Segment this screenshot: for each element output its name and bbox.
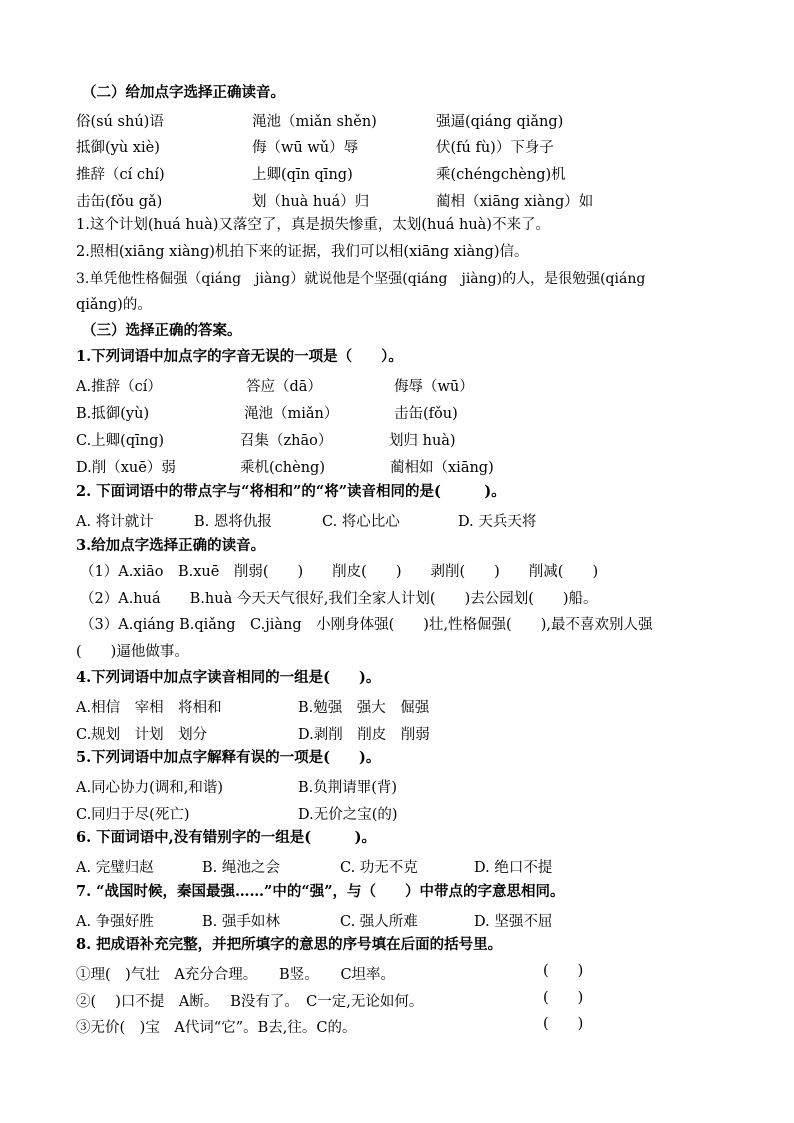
q1-stem: 1.下列词语中加点字的字音无误的一项是（ ）。 (76, 348, 403, 365)
q3-line-3a: （3）A.qiáng B.qiǎng C.jiàng 小刚身体强( )壮,性格倔强( ),最不喜欢别人强 (80, 617, 653, 633)
q8-stem: 8. 把成语补充完整，并把所填字的意思的序号填在后面的括号里。 (76, 936, 503, 953)
q6-stem: 6. 下面词语中,没有错别字的一组是( )。 (76, 829, 376, 846)
idiom-item: ③无价( )宝 A代词“它”。B去,往。C的。 (76, 1020, 357, 1036)
option-word: 渑池（miǎn） (244, 406, 339, 422)
option-word: 蔺相如（xiāng) (390, 460, 494, 476)
idiom-item: ②( )口不提 A断。 B没有了。 C一定,无论如何。 (76, 994, 424, 1010)
word-item: 渑池（miǎn shěn) (252, 114, 377, 130)
word-item: 抵御(yù xiè) (76, 140, 160, 156)
q3-line-2: （2）A.huá B.huà 今天天气很好,我们全家人计划( )去公园划( )船。 (80, 591, 598, 607)
section2-heading: （二）给加点字选择正确读音。 (82, 84, 285, 101)
option-word: 乘机(chèng) (240, 460, 325, 476)
sentence-3a: 3.单凭他性格倔强（qiáng jiàng）就说他是个坚强(qiáng jiàng)的人，是很勉强(qiáng (76, 271, 646, 287)
q3-line-3b: ( )逼他做事。 (76, 644, 189, 660)
section3-heading: （三）选择正确的答案。 (82, 322, 242, 339)
answer-bracket: ( ) (543, 1016, 584, 1032)
option-word: 侮辱（wū） (394, 379, 474, 395)
q2-stem: 2. 下面词语中的带点字与“将相和”的“将”读音相同的是( )。 (76, 483, 506, 500)
option-c: C. 强人所难 (340, 914, 418, 930)
option-d: D.无价之宝(的) (298, 807, 398, 823)
idiom-item: ①理( )气壮 A充分合理。 B竖。 C坦率。 (76, 967, 396, 983)
option-c: C. 功无不克 (340, 860, 418, 876)
option-word: 答应（dā） (246, 379, 322, 395)
option-b: B.抵御(yù) (76, 406, 150, 422)
q5-stem: 5.下列词语中加点字解释有误的一项是( )。 (76, 749, 381, 766)
option-b: B.勉强 强大 倔强 (298, 700, 430, 716)
option-b: B.负荆请罪(背) (298, 780, 398, 796)
word-item: 划（huà huá）归 (252, 194, 370, 210)
option-word: 召集（zhāo） (240, 433, 333, 449)
q3-stem: 3.给加点字选择正确的读音。 (76, 537, 266, 554)
q4-stem: 4.下列词语中加点字读音相同的一组是( )。 (76, 669, 381, 686)
option-a: A. 争强好胜 (76, 914, 154, 930)
option-a: A.同心协力(调和,和谐) (76, 780, 224, 796)
option-d: D.削（xuē）弱 (76, 460, 176, 476)
option-d: D. 天兵天将 (458, 514, 537, 530)
answer-bracket: ( ) (543, 963, 584, 979)
option-d: D. 坚强不屈 (474, 914, 553, 930)
option-b: B. 强手如林 (202, 914, 280, 930)
option-c: C.同归于尽(死亡) (76, 807, 190, 823)
word-item: 上卿(qīn qīng) (252, 167, 353, 183)
word-item: 俗(sú shú)语 (76, 114, 164, 130)
answer-bracket: ( ) (543, 990, 584, 1006)
option-word: 击缶(fǒu) (394, 406, 458, 422)
q7-stem: 7. “战国时候，秦国最强……”中的“强”，与（ ）中带点的字意思相同。 (76, 883, 565, 900)
sentence-2: 2.照相(xiāng xiàng)机拍下来的证据，我们可以相(xiāng xiàng)信。 (76, 244, 529, 260)
option-a: A.相信 宰相 将相和 (76, 700, 222, 716)
option-c: C.上卿(qīng) (76, 433, 165, 449)
option-a: A.推辞（cí） (76, 379, 162, 395)
word-item: 伏(fú fù)）下身子 (436, 140, 554, 156)
option-b: B. 恩将仇报 (194, 514, 272, 530)
sentence-3b: qiǎng)的。 (76, 297, 152, 313)
option-a: A. 将计就计 (76, 514, 154, 530)
option-c: C. 将心比心 (322, 514, 400, 530)
word-item: 推辞（cí chí) (76, 167, 165, 183)
word-item: 侮（wū wǔ）辱 (252, 140, 359, 156)
word-item: 乘(chéngchèng)机 (436, 167, 566, 183)
sentence-1: 1.这个计划(huá huà)又落空了，真是损失惨重，太划(huá huà)不来了。 (76, 217, 550, 233)
word-item: 蔺相（xiāng xiàng）如 (436, 194, 594, 210)
option-a: A. 完璧归赵 (76, 860, 154, 876)
option-b: B. 绳池之会 (202, 860, 280, 876)
word-item: 强逼(qiáng qiǎng) (436, 114, 564, 130)
word-item: 击缶(fǒu gǎ) (76, 194, 163, 210)
option-c: C.规划 计划 划分 (76, 727, 208, 743)
q3-line-1: （1）A.xiāo B.xuē 削弱( ) 削皮( ) 剥削( ) 削减( ) (80, 564, 599, 580)
option-word: 划归 huà) (389, 433, 456, 449)
option-d: D.剥削 削皮 削弱 (298, 727, 430, 743)
option-d: D. 绝口不提 (474, 860, 553, 876)
